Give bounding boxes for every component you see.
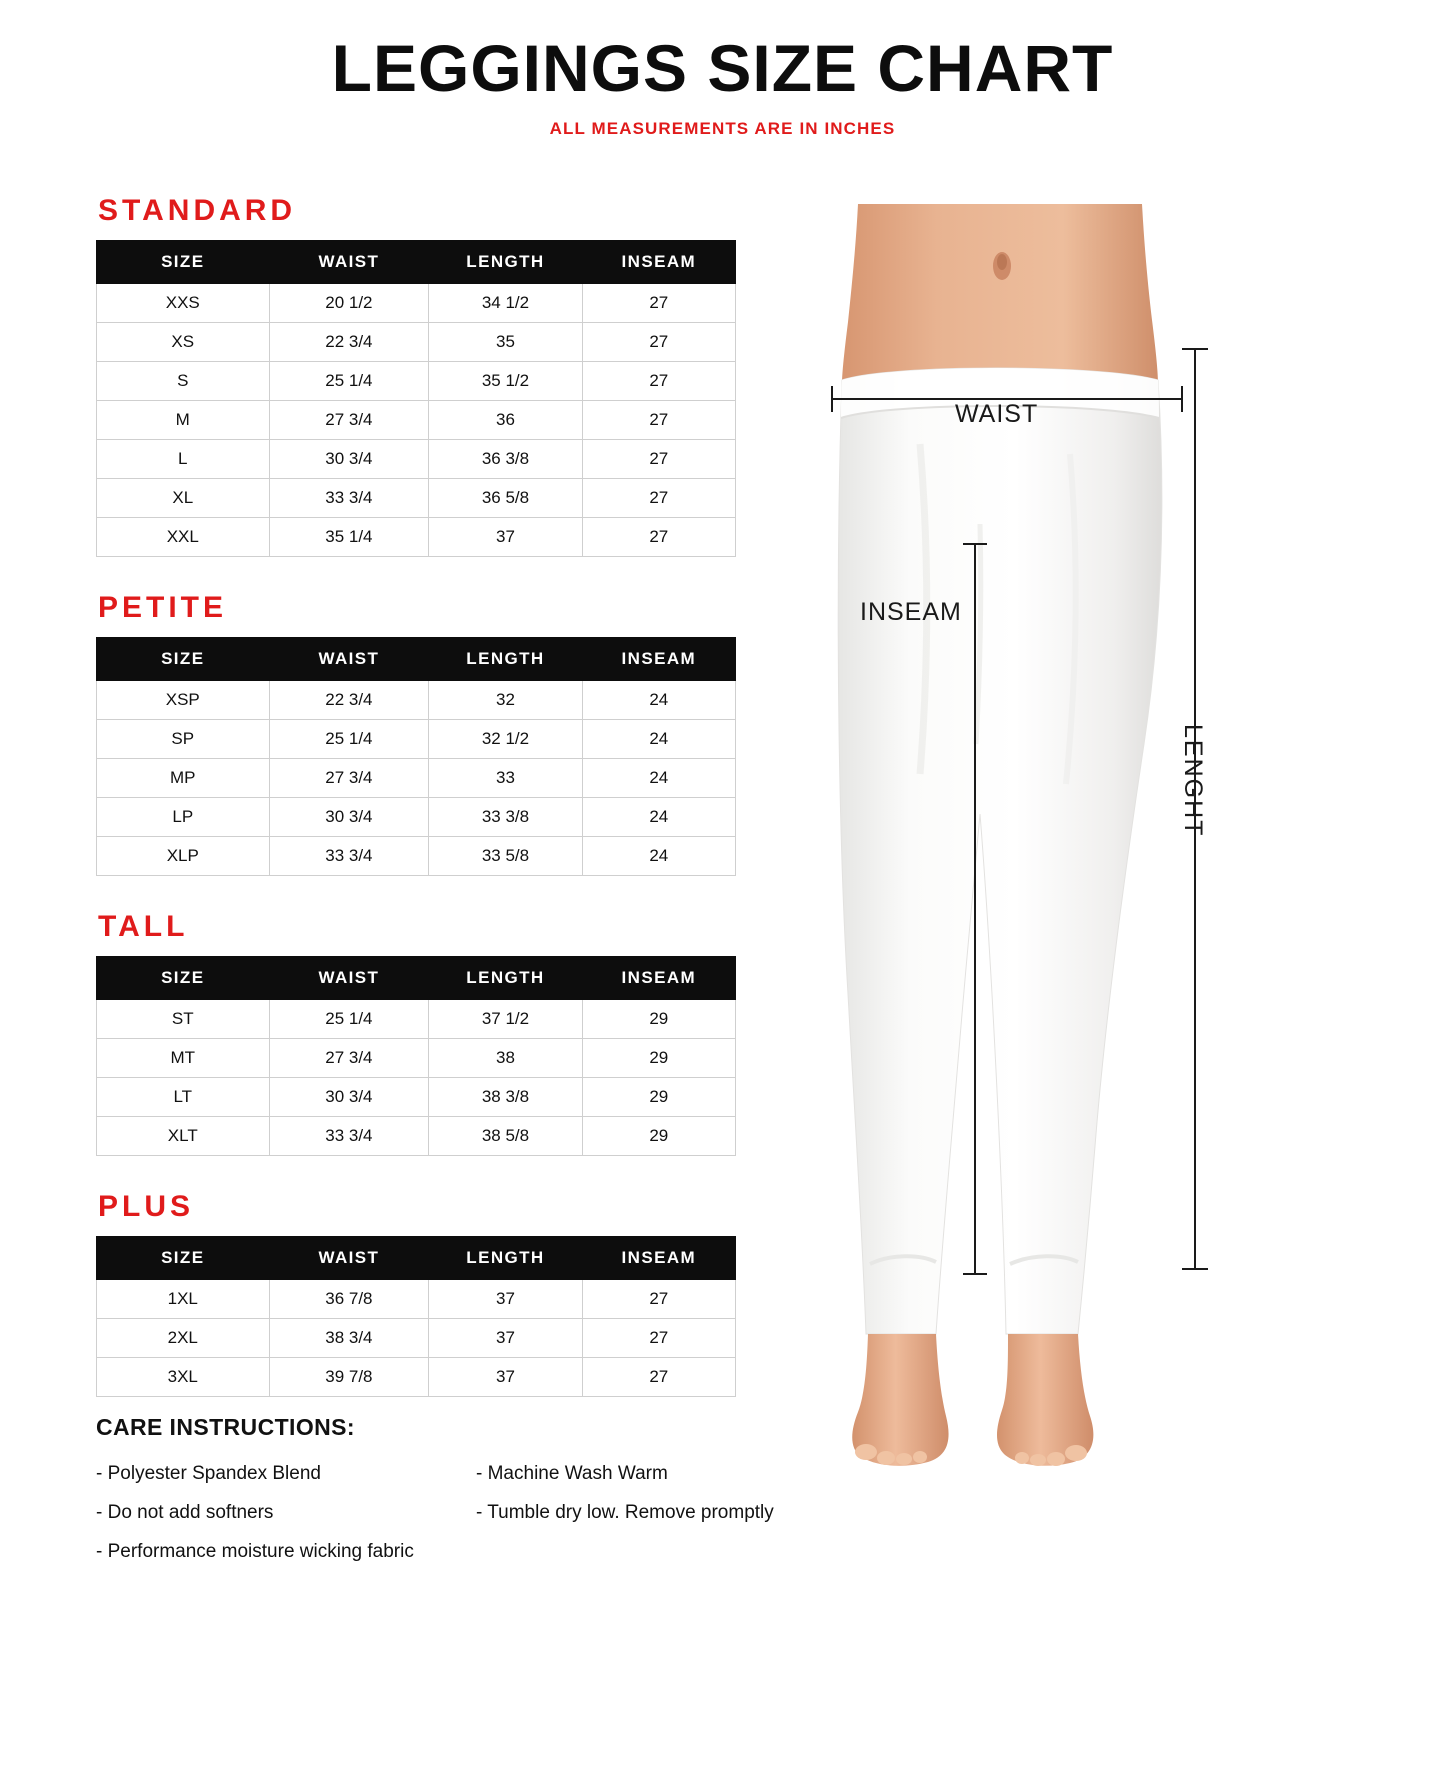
- cell-length: 33: [429, 759, 582, 798]
- section-plus: [96, 1190, 736, 1397]
- cell-waist: 33 3/4: [269, 1117, 429, 1156]
- cell-waist: 33 3/4: [269, 837, 429, 876]
- table-header-row: [97, 957, 736, 1000]
- care-item: - Do not add softners: [96, 1502, 274, 1523]
- cell-inseam: 27: [582, 1319, 735, 1358]
- care-row: [96, 1502, 856, 1524]
- cell-waist: 27 3/4: [269, 1039, 429, 1078]
- table-row: [97, 284, 736, 323]
- cell-waist: 22 3/4: [269, 323, 429, 362]
- care-row: [96, 1463, 856, 1485]
- cell-size: 1XL: [97, 1280, 270, 1319]
- cell-waist: 39 7/8: [269, 1358, 429, 1397]
- cell-inseam: 27: [582, 1280, 735, 1319]
- table-row: [97, 1319, 736, 1358]
- cell-size: 3XL: [97, 1358, 270, 1397]
- cell-size: LT: [97, 1078, 270, 1117]
- cell-size: ST: [97, 1000, 270, 1039]
- care-item: - Machine Wash Warm: [476, 1463, 668, 1484]
- table-row: [97, 1078, 736, 1117]
- cell-inseam: 29: [582, 1039, 735, 1078]
- column-header-waist: WAIST: [269, 1237, 429, 1280]
- figure-leggings: [838, 368, 1162, 1334]
- table-row: [97, 1280, 736, 1319]
- cell-inseam: 27: [582, 362, 735, 401]
- cell-size: XXL: [97, 518, 270, 557]
- table-row: [97, 479, 736, 518]
- cell-waist: 25 1/4: [269, 362, 429, 401]
- column-header-waist: WAIST: [269, 241, 429, 284]
- cell-inseam: 29: [582, 1078, 735, 1117]
- column-header-inseam: INSEAM: [582, 1237, 735, 1280]
- cell-inseam: 27: [582, 440, 735, 479]
- care-instructions: [96, 1414, 856, 1580]
- figure-feet: [852, 1334, 1093, 1466]
- cell-inseam: 27: [582, 1358, 735, 1397]
- table-header-row: [97, 638, 736, 681]
- cell-waist: 25 1/4: [269, 1000, 429, 1039]
- cell-size: MP: [97, 759, 270, 798]
- column-header-length: LENGTH: [429, 957, 582, 1000]
- section-standard: [96, 194, 736, 557]
- cell-length: 37 1/2: [429, 1000, 582, 1039]
- table-row: [97, 440, 736, 479]
- cell-inseam: 27: [582, 518, 735, 557]
- figure-torso: [842, 204, 1158, 384]
- cell-waist: 30 3/4: [269, 440, 429, 479]
- cell-waist: 27 3/4: [269, 759, 429, 798]
- table-row: [97, 681, 736, 720]
- cell-waist: 35 1/4: [269, 518, 429, 557]
- care-item: - Performance moisture wicking fabric: [96, 1541, 414, 1562]
- table-row: [97, 1039, 736, 1078]
- cell-inseam: 24: [582, 681, 735, 720]
- table-row: [97, 1000, 736, 1039]
- cell-size: XLT: [97, 1117, 270, 1156]
- table-row: [97, 323, 736, 362]
- cell-length: 34 1/2: [429, 284, 582, 323]
- section-heading-petite: PETITE: [98, 591, 228, 624]
- table-row: [97, 798, 736, 837]
- cell-length: 35 1/2: [429, 362, 582, 401]
- cell-size: XL: [97, 479, 270, 518]
- leggings-illustration: [770, 204, 1430, 1554]
- cell-inseam: 29: [582, 1000, 735, 1039]
- cell-size: XSP: [97, 681, 270, 720]
- cell-length: 37: [429, 1319, 582, 1358]
- column-header-inseam: INSEAM: [582, 638, 735, 681]
- column-header-size: SIZE: [97, 638, 270, 681]
- care-item: - Polyester Spandex Blend: [96, 1463, 321, 1484]
- cell-waist: 27 3/4: [269, 401, 429, 440]
- column-header-length: LENGTH: [429, 638, 582, 681]
- care-row: [96, 1541, 856, 1563]
- table-row: [97, 837, 736, 876]
- cell-size: MT: [97, 1039, 270, 1078]
- size-table-petite: [96, 637, 736, 876]
- cell-inseam: 24: [582, 798, 735, 837]
- column-header-inseam: INSEAM: [582, 241, 735, 284]
- column-header-length: LENGTH: [429, 241, 582, 284]
- column-header-length: LENGTH: [429, 1237, 582, 1280]
- column-header-inseam: INSEAM: [582, 957, 735, 1000]
- cell-waist: 36 7/8: [269, 1280, 429, 1319]
- cell-length: 36: [429, 401, 582, 440]
- column-header-waist: WAIST: [269, 638, 429, 681]
- size-chart-page: [0, 31, 1445, 1768]
- cell-length: 32: [429, 681, 582, 720]
- length-measure-label: LENGHT: [1179, 724, 1207, 838]
- care-item: - Tumble dry low. Remove promptly: [476, 1502, 774, 1523]
- section-heading-plus: PLUS: [98, 1190, 195, 1223]
- cell-length: 33 5/8: [429, 837, 582, 876]
- page-subtitle: ALL MEASUREMENTS ARE IN INCHES: [549, 119, 896, 139]
- cell-waist: 33 3/4: [269, 479, 429, 518]
- cell-waist: 25 1/4: [269, 720, 429, 759]
- table-row: [97, 362, 736, 401]
- section-petite: [96, 591, 736, 876]
- care-instructions-title: CARE INSTRUCTIONS:: [96, 1414, 355, 1440]
- cell-inseam: 29: [582, 1117, 735, 1156]
- cell-length: 38: [429, 1039, 582, 1078]
- cell-size: XLP: [97, 837, 270, 876]
- table-row: [97, 401, 736, 440]
- cell-inseam: 24: [582, 837, 735, 876]
- cell-length: 37: [429, 1280, 582, 1319]
- cell-inseam: 27: [582, 284, 735, 323]
- table-row: [97, 1358, 736, 1397]
- cell-inseam: 27: [582, 323, 735, 362]
- cell-length: 37: [429, 518, 582, 557]
- cell-length: 38 3/8: [429, 1078, 582, 1117]
- inseam-measure-label: INSEAM: [860, 598, 962, 626]
- page-title: LEGGINGS SIZE CHART: [331, 31, 1114, 105]
- cell-length: 36 3/8: [429, 440, 582, 479]
- section-heading-tall: TALL: [98, 910, 189, 943]
- leggings-figure-svg: [770, 204, 1430, 1554]
- cell-waist: 22 3/4: [269, 681, 429, 720]
- cell-size: 2XL: [97, 1319, 270, 1358]
- cell-length: 36 5/8: [429, 479, 582, 518]
- table-row: [97, 518, 736, 557]
- cell-inseam: 24: [582, 759, 735, 798]
- cell-waist: 20 1/2: [269, 284, 429, 323]
- section-tall: [96, 910, 736, 1156]
- tables-column: [96, 194, 736, 1431]
- cell-size: L: [97, 440, 270, 479]
- cell-inseam: 27: [582, 401, 735, 440]
- cell-size: XS: [97, 323, 270, 362]
- column-header-size: SIZE: [97, 957, 270, 1000]
- section-heading-standard: STANDARD: [98, 194, 297, 227]
- cell-inseam: 27: [582, 479, 735, 518]
- size-table-plus: [96, 1236, 736, 1397]
- cell-waist: 30 3/4: [269, 1078, 429, 1117]
- column-header-waist: WAIST: [269, 957, 429, 1000]
- table-header-row: [97, 241, 736, 284]
- table-row: [97, 1117, 736, 1156]
- cell-length: 38 5/8: [429, 1117, 582, 1156]
- size-table-tall: [96, 956, 736, 1156]
- cell-size: M: [97, 401, 270, 440]
- table-header-row: [97, 1237, 736, 1280]
- column-header-size: SIZE: [97, 241, 270, 284]
- column-header-size: SIZE: [97, 1237, 270, 1280]
- cell-length: 35: [429, 323, 582, 362]
- table-row: [97, 720, 736, 759]
- cell-waist: 38 3/4: [269, 1319, 429, 1358]
- cell-inseam: 24: [582, 720, 735, 759]
- cell-length: 32 1/2: [429, 720, 582, 759]
- cell-size: SP: [97, 720, 270, 759]
- cell-size: XXS: [97, 284, 270, 323]
- cell-length: 37: [429, 1358, 582, 1397]
- waist-measure-label: WAIST: [955, 400, 1039, 428]
- size-table-standard: [96, 240, 736, 557]
- cell-size: LP: [97, 798, 270, 837]
- cell-waist: 30 3/4: [269, 798, 429, 837]
- cell-size: S: [97, 362, 270, 401]
- cell-length: 33 3/8: [429, 798, 582, 837]
- table-row: [97, 759, 736, 798]
- care-instructions-list: [96, 1463, 856, 1563]
